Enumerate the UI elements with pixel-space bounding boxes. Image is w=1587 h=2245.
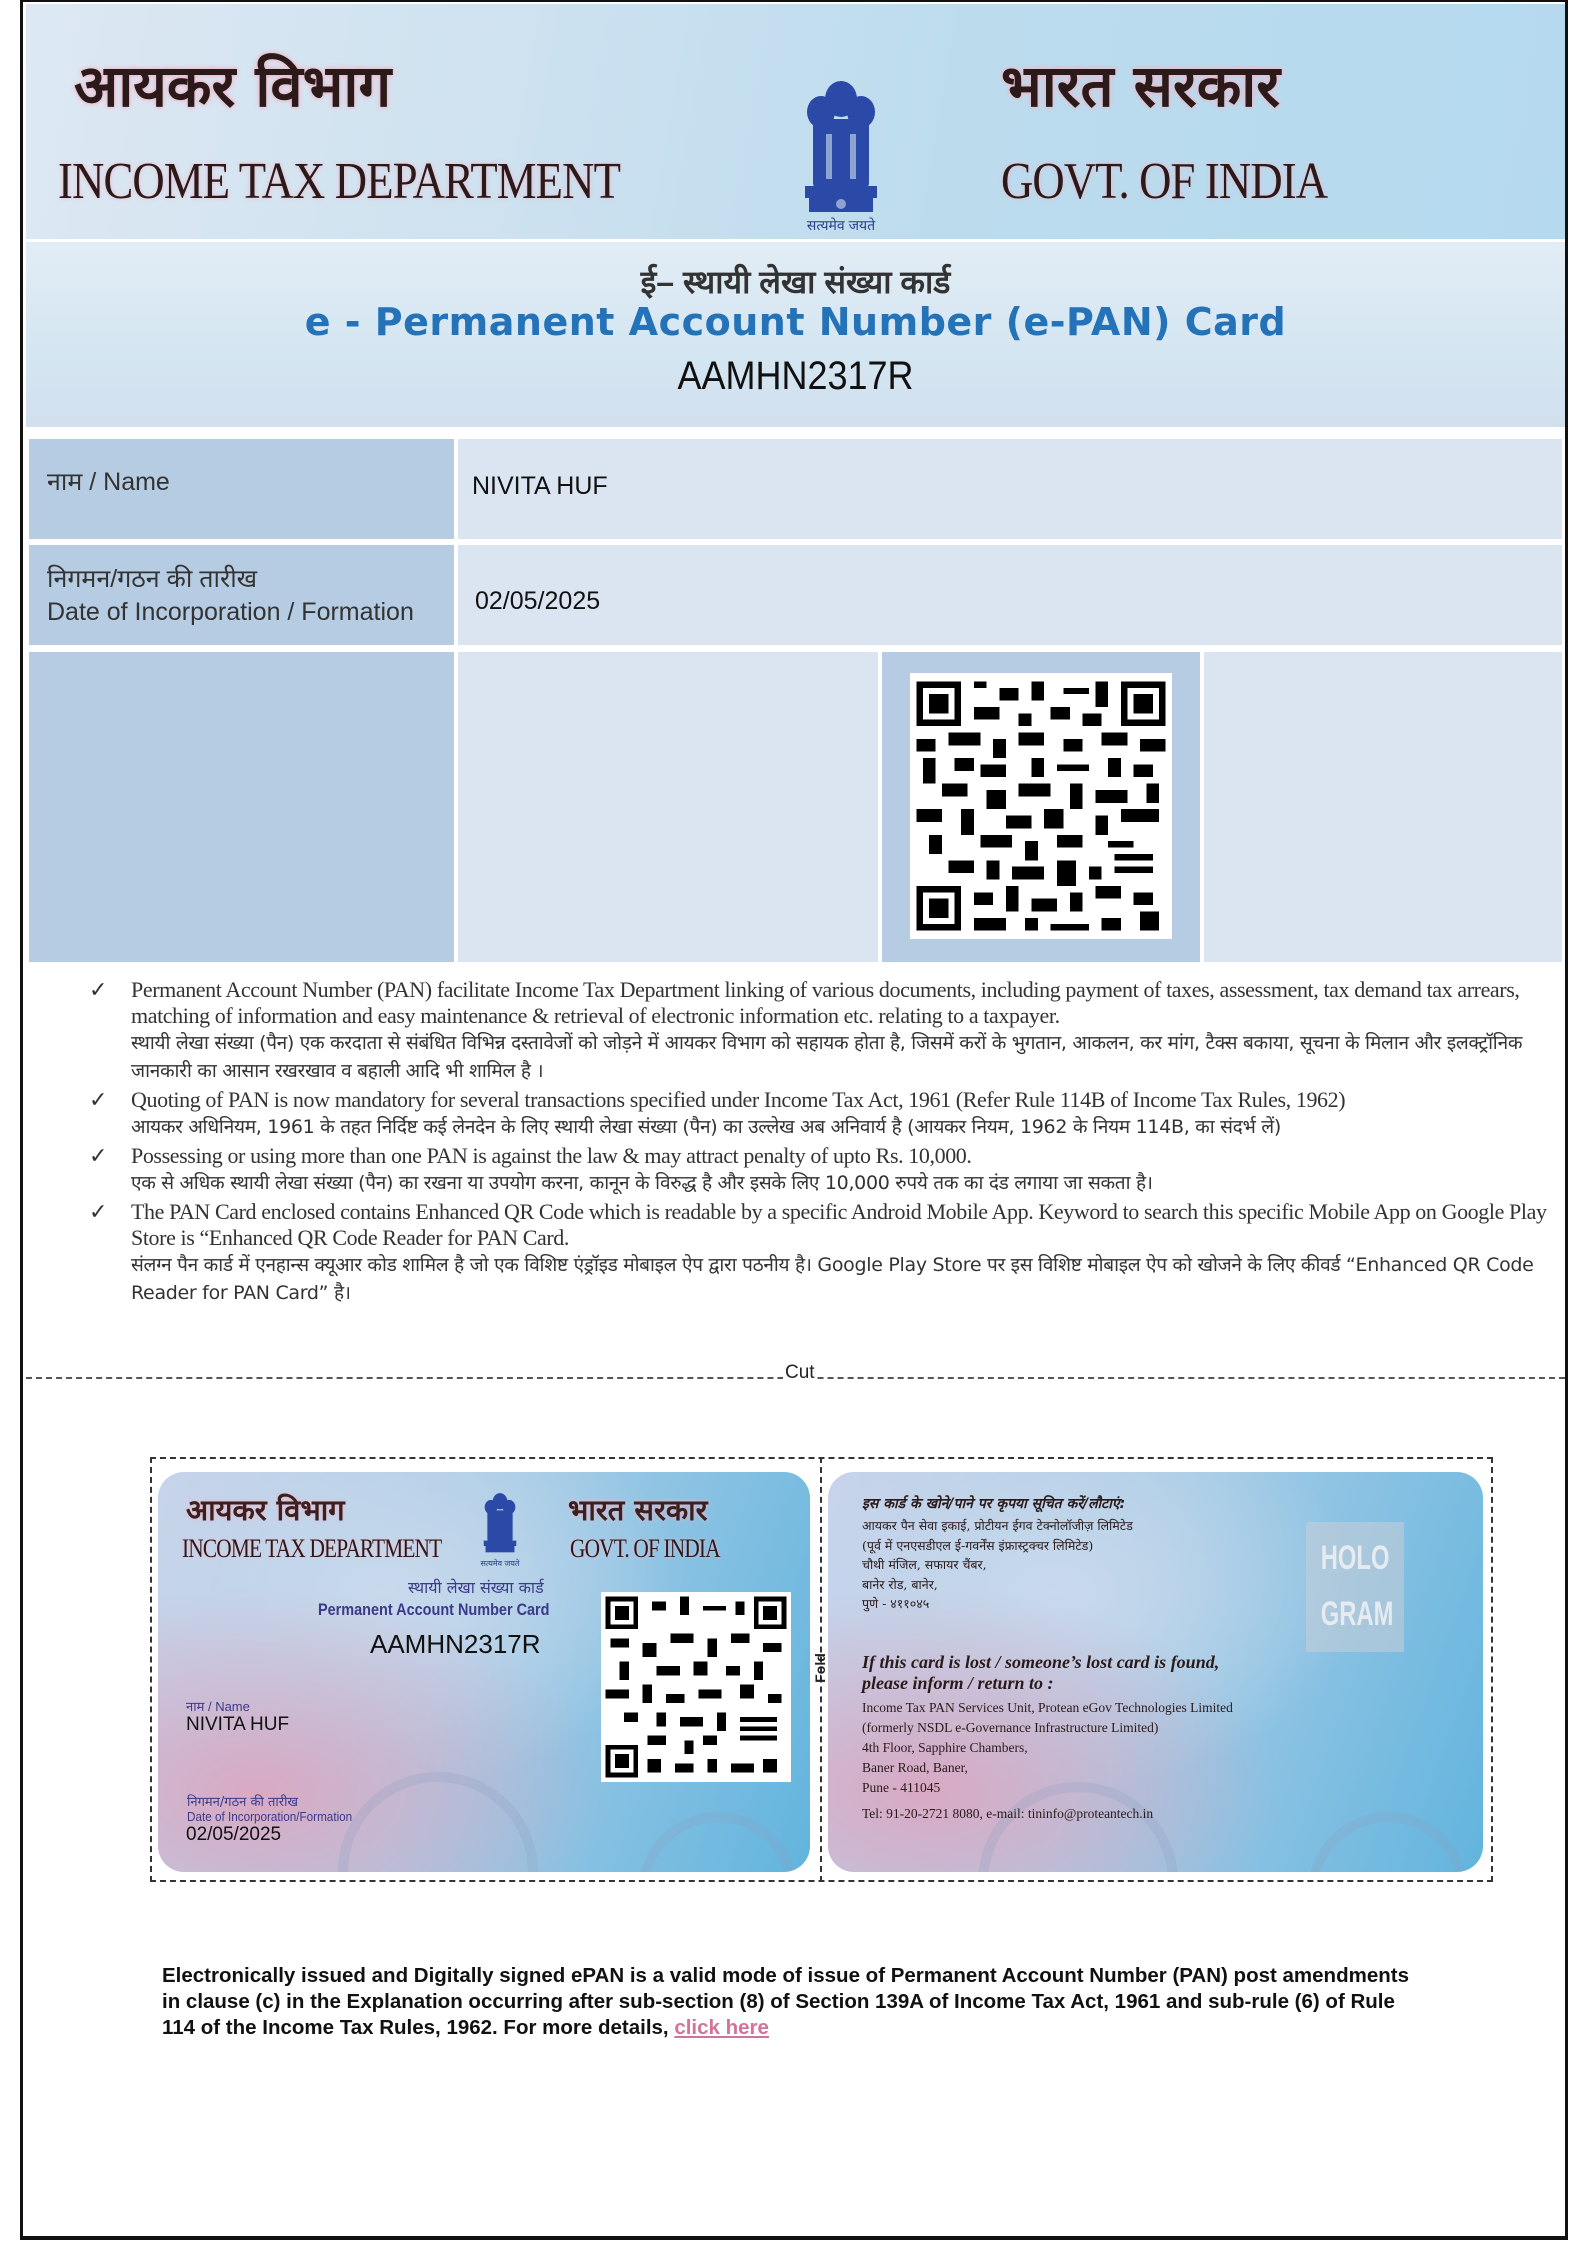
footer-note — [162, 1963, 1422, 2041]
watermark-seal — [1308, 1812, 1468, 1872]
title-english: e - Permanent Account Number (e-PAN) Card — [304, 300, 1287, 344]
back-contact: Tel: 91-20-2721 8080, e-mail: tininfo@proteantech.in — [862, 1806, 1154, 1821]
checkmark-icon: ✓ — [89, 1199, 108, 1224]
dept-english: INCOME TAX DEPARTMENT — [58, 153, 621, 210]
note-item — [83, 1199, 1573, 1307]
dept-hindi: आयकर विभाग — [74, 52, 392, 120]
pan-card-front — [158, 1472, 810, 1872]
card-doi-value: 02/05/2025 — [186, 1824, 282, 1845]
back-hindi-address — [862, 1516, 1133, 1614]
card-dept-english: INCOME TAX DEPARTMENT — [182, 1534, 442, 1563]
note-item — [83, 1143, 1573, 1197]
back-hindi-line: बानेर रोड, बानेर, — [862, 1576, 938, 1592]
photo-cell — [29, 652, 454, 962]
name-value-cell — [458, 439, 1562, 539]
fold-label: Fold — [811, 1653, 828, 1683]
card-subtitle-english: Permanent Account Number Card — [318, 1600, 550, 1619]
name-label-cell — [29, 439, 454, 539]
note-hindi: आयकर अधिनियम, 1961 के तहत निर्दिष्ट कई लेनदेन के लिए स्थायी लेखा संख्या (पैन) का उल्लेख अब अनिवार्य है (आयकर नियम, 1962 के नियम 114B, का संदर्भ लें) — [131, 1116, 1281, 1138]
doi-value-cell — [458, 545, 1562, 645]
card-doi-label-english: Date of Incorporation/Formation — [187, 1809, 353, 1824]
doi-label-cell — [29, 545, 454, 645]
card-pan-number: AAMHN2317R — [370, 1629, 541, 1659]
signature-cell — [458, 652, 878, 962]
doi-label-english: Date of Incorporation / Formation — [47, 598, 414, 626]
card-govt-english: GOVT. OF INDIA — [570, 1534, 720, 1563]
emblem-caption: सत्यमेव जयते — [806, 217, 876, 233]
note-english: Quoting of PAN is now mandatory for several transactions specified under Income Tax Act, 1961 (Refer Rule 114B of Income Tax Rules, 1962) — [131, 1087, 1346, 1112]
blank-cell — [1204, 652, 1562, 962]
back-hindi-line: आयकर पैन सेवा इकाई, प्रोटीयन ईगव टेक्नोलॉजीज़ लिमिटेड — [862, 1518, 1133, 1533]
back-english-address — [862, 1698, 1233, 1798]
govt-hindi: भारत सरकार — [1001, 52, 1280, 120]
footer-text: Electronically issued and Digitally signed ePAN is a valid mode of issue of Permanent Account Number (PAN) post amendments in clause (c) in the Explanation occurring after sub-section (8) of Section 139A of Income Tax Act, 1961 and sub-rule (6) of Rule 114 of the Income Tax Rules, 1962. For more details, — [162, 1964, 1409, 2039]
click-here-link[interactable]: click here — [674, 2016, 769, 2039]
govt-english: GOVT. OF INDIA — [1001, 153, 1328, 210]
back-english-heading — [862, 1652, 1219, 1694]
header-banner — [26, 4, 1565, 239]
note-english: Permanent Account Number (PAN) facilitate Income Tax Department linking of various documents, including payment of taxes, assessment, tax demand tax arrears, matching of information and easy maintenance & retrieval of electronic information etc. relating to a taxpayer. — [131, 977, 1520, 1028]
note-english: Possessing or using more than one PAN is against the law & may attract penalty of upto Rs. 10,000. — [131, 1143, 972, 1168]
note-english: The PAN Card enclosed contains Enhanced QR Code which is readable by a specific Android Mobile App. Keyword to search this specific Mobile App on Google Play Store is “Enhanced QR Code Reader for PAN Card. — [131, 1199, 1547, 1250]
note-item — [83, 1087, 1573, 1141]
name-label: नाम / Name — [47, 468, 170, 496]
card-dept-hindi: आयकर विभाग — [186, 1493, 345, 1527]
back-hindi-line: (पूर्व में एनएसडीएल ई-गवर्नेंस इंफ्रास्ट्रक्चर लिमिटेड) — [862, 1537, 1094, 1553]
hologram-line: GRAM — [1320, 1595, 1394, 1633]
card-govt-hindi: भारत सरकार — [568, 1493, 708, 1527]
notes-list — [83, 977, 1573, 1309]
card-subtitle-hindi: स्थायी लेखा संख्या कार्ड — [408, 1578, 544, 1597]
name-value: NIVITA HUF — [472, 472, 608, 500]
title-hindi: ई– स्थायी लेखा संख्या कार्ड — [640, 264, 951, 300]
national-emblem-icon — [476, 1490, 524, 1560]
note-hindi: स्थायी लेखा संख्या (पैन) एक करदाता से संबंधित विभिन्न दस्तावेजों को जोड़ने में आयकर विभाग को सहायक होता है, जिसमें करों के भुगतान, आकलन, कर मांग, टैक्स बकाया, सूचना के मिलान और इलक्ट्रॉनिक जानकारी का आसान रखरखाव व बहाली आदि भी शामिल है । — [131, 1032, 1523, 1082]
back-hindi-line: पुणे - ४११०४५ — [862, 1596, 930, 1611]
pan-number: AAMHN2317R — [677, 354, 914, 398]
back-hindi-heading: इस कार्ड के खोने/पाने पर कृपया सूचित करें/लौटाएं: — [862, 1496, 1126, 1512]
note-item — [83, 977, 1573, 1085]
card-qr-code-icon — [601, 1592, 791, 1782]
doi-value: 02/05/2025 — [475, 587, 601, 615]
qr-code-icon — [910, 673, 1172, 939]
card-doi-label-hindi: निगमन/गठन की तारीख — [187, 1795, 299, 1810]
pan-card-back — [828, 1472, 1483, 1872]
qr-cell — [882, 652, 1200, 962]
back-english-heading-line: If this card is lost / someone’s lost card is found, — [862, 1652, 1220, 1672]
checkmark-icon: ✓ — [89, 977, 108, 1002]
back-english-heading-line: please inform / return to : — [862, 1673, 1054, 1693]
card-name-value: NIVITA HUF — [186, 1714, 290, 1735]
back-english-line: (formerly NSDL e-Governance Infrastructure Limited) — [862, 1720, 1159, 1735]
hologram-line: HOLO — [1320, 1539, 1390, 1577]
back-hindi-line: चौथी मंजिल, सफायर चैंबर, — [862, 1557, 987, 1572]
watermark-seal — [638, 1812, 798, 1872]
checkmark-icon: ✓ — [89, 1143, 108, 1168]
back-english-line: 4th Floor, Sapphire Chambers, — [862, 1740, 1028, 1755]
cut-label: Cut — [785, 1362, 815, 1383]
doi-label-hindi: निगमन/गठन की तारीख — [47, 565, 258, 593]
title-section — [26, 242, 1565, 427]
back-english-line: Income Tax PAN Services Unit, Protean eGov Technologies Limited — [862, 1700, 1233, 1715]
epan-document — [20, 0, 1568, 2240]
note-hindi: एक से अधिक स्थायी लेखा संख्या (पैन) का रखना या उपयोग करना, कानून के विरुद्ध है और इसके लिए 10,000 रुपये तक का दंड लगाया जा सकता है। — [131, 1172, 1153, 1194]
note-hindi: संलग्न पैन कार्ड में एनहान्स क्यूआर कोड शामिल है जो एक विशिष्ट एंड्रॉइड मोबाइल ऐप द्वारा पठनीय है। Google Play Store पर इस विशिष्ट मोबाइल ऐप को खोजने के लिए कीवर्ड “Enhanced QR Code Reader for PAN Card” है। — [131, 1254, 1534, 1304]
watermark-seal — [338, 1772, 538, 1872]
card-name-label: नाम / Name — [186, 1699, 250, 1714]
checkmark-icon: ✓ — [89, 1087, 108, 1112]
hologram-placeholder — [1306, 1522, 1404, 1652]
back-english-line: Baner Road, Baner, — [862, 1760, 968, 1775]
back-english-line: Pune - 411045 — [862, 1780, 941, 1795]
national-emblem-icon — [791, 74, 891, 229]
card-emblem-caption: सत्यमेव जयते — [480, 1559, 520, 1568]
